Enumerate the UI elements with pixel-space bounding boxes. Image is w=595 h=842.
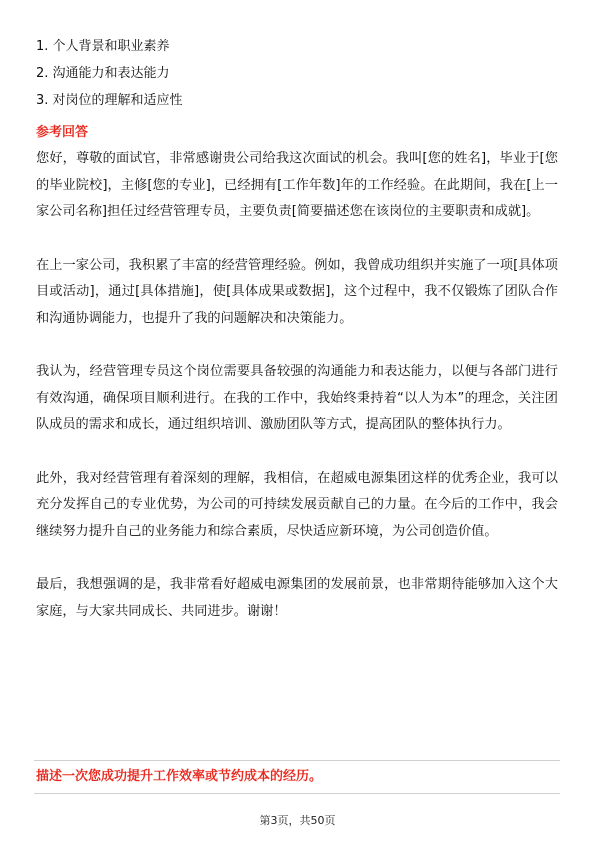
next-question-heading: 描述一次您成功提升工作效率或节约成本的经历。 <box>36 769 323 784</box>
answer-paragraph: 此外，我对经营管理有着深刻的理解，我相信，在超威电源集团这样的优秀企业，我可以充分发挥自己的专业优势，为公司的可持续发展贡献自己的力量。在今后的工作中，我会继续努力提升自己的业务能力和综合素质，尽快适应新环境，为公司创造价值。 <box>36 470 558 539</box>
question-divider-bottom <box>34 793 560 794</box>
reference-answer-heading: 参考回答 <box>36 125 89 140</box>
answer-paragraph: 在上一家公司，我积累了丰富的经营管理经验。例如，我曾成功组织并实施了一项[具体项目或活动]，通过[具体措施]，使[具体成果或数据]，这个过程中，我不仅锻炼了团队合作和沟通协调能力，也提升了我的问题解决和决策能力。 <box>36 257 558 326</box>
answer-paragraph: 我认为，经营管理专员这个岗位需要具备较强的沟通能力和表达能力，以便与各部门进行有效沟通，确保项目顺利进行。在我的工作中，我始终秉持着“以人为本”的理念，关注团队成员的需求和成长，通过组织培训、激励团队等方式，提高团队的整体执行力。 <box>36 364 558 432</box>
list-item: 2. 沟通能力和表达能力 <box>36 66 170 81</box>
evaluation-points-list <box>36 33 556 114</box>
page-number: 第3页，共50页 <box>259 814 336 827</box>
reference-answer-body <box>36 146 558 652</box>
answer-paragraph: 您好，尊敬的面试官，非常感谢贵公司给我这次面试的机会。我叫[您的姓名]，毕业于[您的毕业院校]，主修[您的专业]，已经拥有[工作年数]年的工作经验。在此期间，我在[上一家公司名称]担任过经营管理专员，主要负责[简要描述您在该岗位的主要职责和成就]。 <box>36 151 558 219</box>
answer-paragraph: 最后，我想强调的是，我非常看好超威电源集团的发展前景，也非常期待能够加入这个大家庭，与大家共同成长、共同进步。谢谢！ <box>36 577 558 619</box>
list-item: 1. 个人背景和职业素养 <box>36 39 170 54</box>
question-divider-top <box>34 760 560 761</box>
list-item: 3. 对岗位的理解和适应性 <box>36 93 183 108</box>
